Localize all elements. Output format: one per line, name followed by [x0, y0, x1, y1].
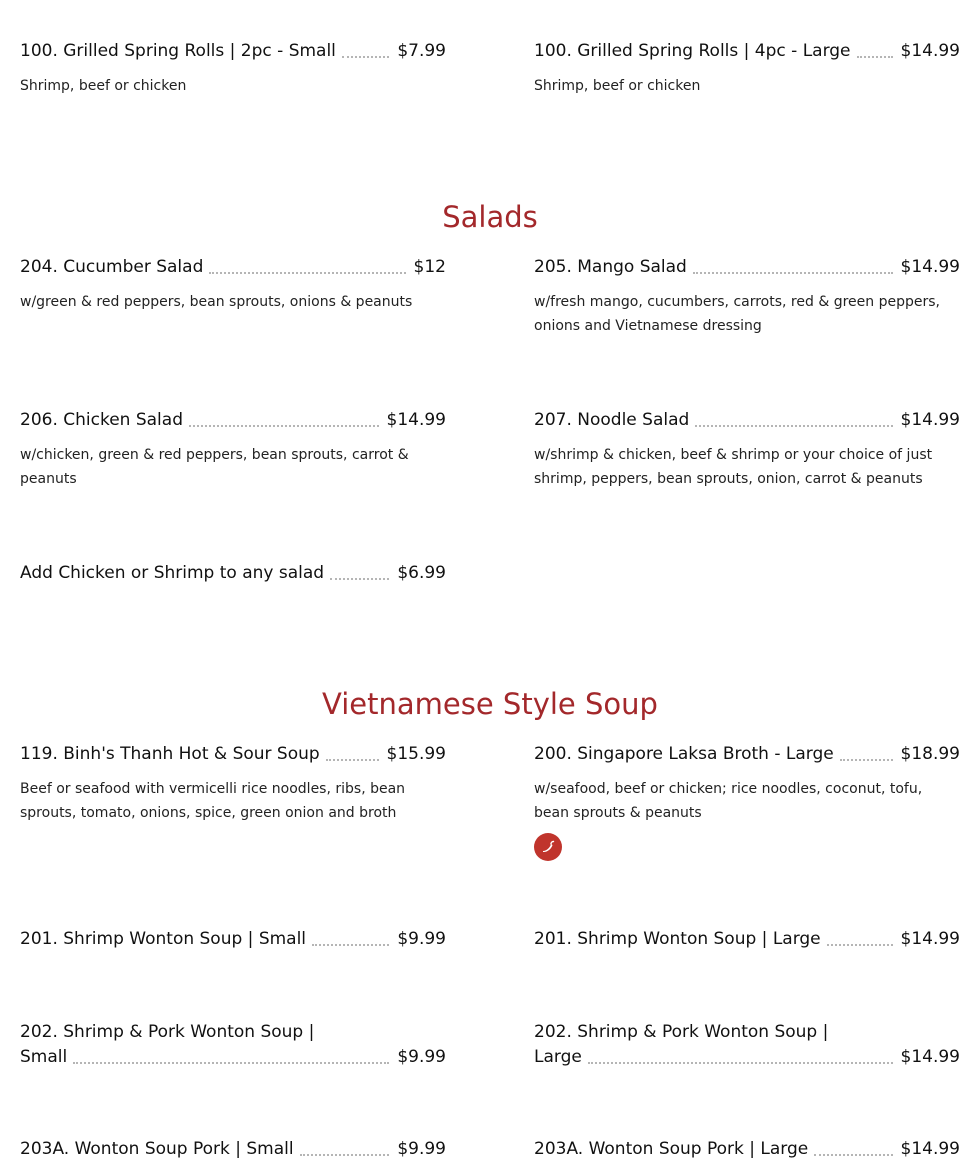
item-description: Shrimp, beef or chicken	[20, 78, 187, 94]
item-name-line-1: 202. Shrimp & Pork Wonton Soup |	[20, 1022, 315, 1042]
leader-dots	[827, 943, 893, 946]
item-name: 201. Shrimp Wonton Soup | Small	[20, 929, 307, 949]
leader-dots	[693, 271, 893, 274]
item-description: w/seafood, beef or chicken; rice noodles, coconut, tofu, bean sprouts & peanuts	[534, 781, 923, 821]
item-price: $18.99	[900, 744, 960, 764]
leader-dots	[209, 271, 405, 274]
item-price: $14.99	[900, 1139, 960, 1159]
item-price: $9.99	[397, 1047, 446, 1067]
item-name: 200. Singapore Laksa Broth - Large	[534, 744, 834, 764]
menu-item[interactable]	[534, 408, 960, 491]
menu-item[interactable]	[534, 742, 960, 861]
item-price: $6.99	[397, 563, 446, 583]
item-name-line-2: Large	[534, 1047, 582, 1067]
item-price: $14.99	[900, 41, 960, 61]
item-description: w/shrimp & chicken, beef & shrimp or your choice of just shrimp, peppers, bean sprouts, onion, carrot & peanuts	[534, 447, 933, 487]
item-price: $14.99	[900, 1047, 960, 1067]
item-price: $14.99	[386, 410, 446, 430]
leader-dots	[300, 1153, 390, 1156]
leader-dots	[330, 577, 389, 580]
item-description: Shrimp, beef or chicken	[534, 78, 701, 94]
menu-item[interactable]	[20, 742, 446, 825]
menu-item[interactable]	[20, 39, 446, 98]
item-name: 206. Chicken Salad	[20, 410, 183, 430]
item-name: 100. Grilled Spring Rolls | 2pc - Small	[20, 41, 336, 61]
menu-item[interactable]	[20, 1137, 446, 1162]
item-name: 204. Cucumber Salad	[20, 257, 204, 277]
item-name: 203A. Wonton Soup Pork | Small	[20, 1139, 294, 1159]
leader-dots	[326, 758, 379, 761]
leader-dots	[695, 424, 892, 427]
menu-item[interactable]	[534, 1020, 960, 1070]
item-name: 201. Shrimp Wonton Soup | Large	[534, 929, 821, 949]
item-price: $9.99	[397, 1139, 446, 1159]
item-price: $12	[413, 257, 446, 277]
menu-item[interactable]	[20, 408, 446, 491]
item-description: w/chicken, green & red peppers, bean sprouts, carrot & peanuts	[20, 447, 409, 487]
leader-dots	[342, 55, 389, 58]
menu-item[interactable]	[534, 927, 960, 952]
menu-item[interactable]	[20, 561, 446, 586]
item-price: $14.99	[900, 929, 960, 949]
item-name: 203A. Wonton Soup Pork | Large	[534, 1139, 809, 1159]
item-name: 205. Mango Salad	[534, 257, 687, 277]
item-name-line-1: 202. Shrimp & Pork Wonton Soup |	[534, 1022, 829, 1042]
menu-item[interactable]	[534, 39, 960, 98]
item-description: w/green & red peppers, bean sprouts, onions & peanuts	[20, 294, 413, 310]
leader-dots	[840, 758, 893, 761]
item-price: $9.99	[397, 929, 446, 949]
item-name-line-2: Small	[20, 1047, 68, 1067]
item-description: w/fresh mango, cucumbers, carrots, red & green peppers, onions and Vietnamese dressing	[534, 294, 940, 334]
section-title-soup: Vietnamese Style Soup	[322, 687, 658, 721]
item-price: $15.99	[386, 744, 446, 764]
menu-item[interactable]	[534, 1137, 960, 1162]
leader-dots	[312, 943, 389, 946]
menu-item[interactable]	[20, 1020, 446, 1070]
item-name: Add Chicken or Shrimp to any salad	[20, 563, 325, 583]
menu-item[interactable]	[534, 255, 960, 338]
leader-dots	[189, 424, 379, 427]
leader-dots	[588, 1061, 893, 1064]
item-price: $14.99	[900, 410, 960, 430]
item-price: $14.99	[900, 257, 960, 277]
section-title-salads: Salads	[442, 200, 538, 234]
item-description: Beef or seafood with vermicelli rice noodles, ribs, bean sprouts, tomato, onions, spice, green onion and broth	[20, 781, 406, 821]
item-name: 119. Binh's Thanh Hot & Sour Soup	[20, 744, 320, 764]
leader-dots	[857, 55, 893, 58]
item-price: $7.99	[397, 41, 446, 61]
menu-item[interactable]	[20, 255, 446, 314]
leader-dots	[73, 1061, 389, 1064]
item-name: 100. Grilled Spring Rolls | 4pc - Large	[534, 41, 851, 61]
leader-dots	[814, 1153, 892, 1156]
menu-item[interactable]	[20, 927, 446, 952]
chili-pepper-icon	[534, 833, 562, 861]
item-name: 207. Noodle Salad	[534, 410, 690, 430]
